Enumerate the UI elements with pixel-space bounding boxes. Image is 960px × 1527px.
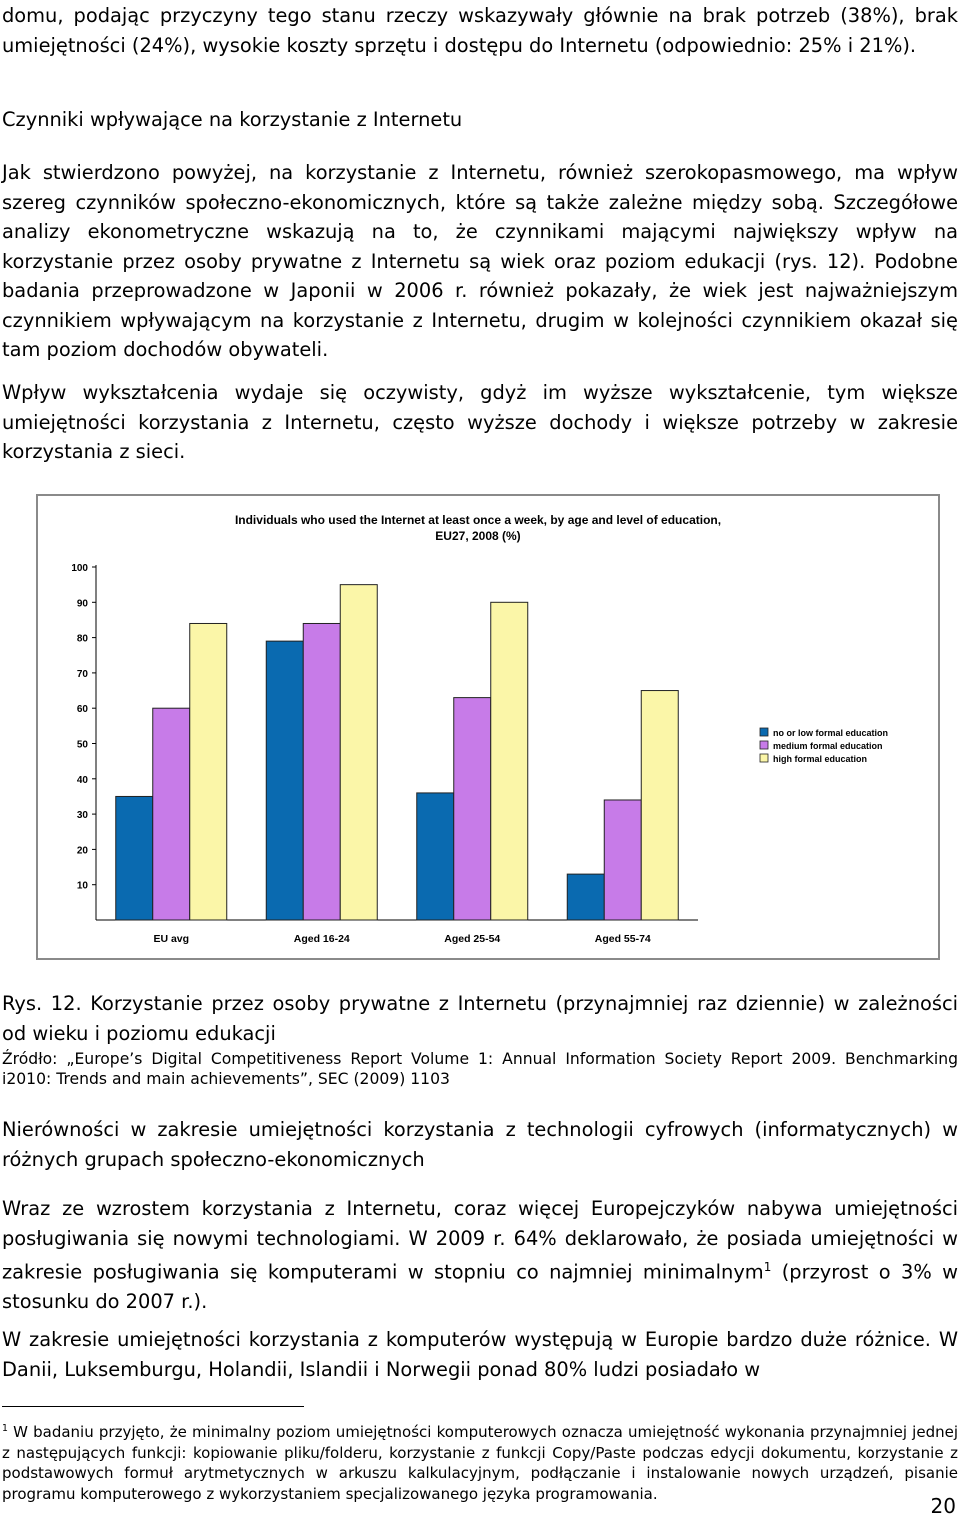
paragraph-differences: W zakresie umiejętności korzystania z komputerów występują w Europie bardzo duże różnice. W Danii, Luksemburgu, Holandii, Islandii i Norwegii ponad 80% ludzi posiadało w bbox=[2, 1328, 958, 1381]
y-tick-label: 100 bbox=[71, 563, 88, 574]
bar bbox=[417, 793, 454, 920]
chart-frame bbox=[36, 494, 940, 960]
bar bbox=[153, 708, 190, 920]
legend-label: high formal education bbox=[773, 754, 868, 764]
figure-label: Rys. 12. bbox=[2, 992, 82, 1015]
legend-swatch bbox=[760, 728, 768, 736]
figure-caption-text: Korzystanie przez osoby prywatne z Internetu (przynajmniej raz dziennie) w zależności od wieku i poziomu edukacji bbox=[2, 992, 958, 1045]
x-tick-label: Aged 55-74 bbox=[594, 933, 651, 945]
bar bbox=[303, 623, 340, 920]
legend-swatch bbox=[760, 741, 768, 749]
y-tick-label: 70 bbox=[76, 668, 88, 680]
paragraph-skills-text: Wraz ze wzrostem korzystania z Internetu, coraz więcej Europejczyków nabywa umiejętności posługiwania się nowymi technologiami. W 2009 r. 64% deklarowało, że posiada umiejętności w zakresie posługiwania się komputerami w stopniu co najmniej minimalnym bbox=[2, 1197, 958, 1284]
footnote-ref: 1 bbox=[763, 1260, 772, 1274]
x-tick-label: Aged 16-24 bbox=[293, 933, 350, 945]
y-tick-label: 90 bbox=[76, 598, 88, 610]
footnote bbox=[2, 1419, 958, 1504]
figure-source: Źródło: „Europe’s Digital Competitiveness Report Volume 1: Annual Information Society Report 2009. Benchmarking i2010: Trends and main achievements”, SEC (2009) 1103 bbox=[2, 1050, 958, 1088]
legend-label: medium formal education bbox=[773, 741, 883, 751]
footnote-separator bbox=[2, 1406, 304, 1407]
figure-caption bbox=[2, 989, 958, 1048]
y-tick-label: 60 bbox=[76, 704, 88, 716]
section-heading: Czynniki wpływające na korzystanie z Internetu bbox=[2, 108, 463, 131]
bar bbox=[567, 874, 604, 920]
y-tick-label: 30 bbox=[76, 810, 88, 822]
footnote-number: 1 bbox=[2, 1423, 8, 1434]
y-tick-label: 50 bbox=[76, 739, 88, 751]
section-heading-inequalities: Nierówności w zakresie umiejętności korzystania z technologii cyfrowych (informatycznych) w różnych grupach społeczno-ekonomicznych bbox=[2, 1118, 958, 1171]
paragraph-skills bbox=[2, 1194, 958, 1316]
y-tick-label: 20 bbox=[76, 845, 88, 857]
intro-paragraph: domu, podając przyczyny tego stanu rzeczy wskazywały głównie na brak potrzeb (38%), brak umiejętności (24%), wysokie koszty sprzętu i dostępu do Internetu (odpowiednio: 25% i 21%). bbox=[2, 4, 958, 57]
bar bbox=[340, 585, 377, 920]
bar bbox=[604, 800, 641, 920]
chart-subtitle: EU27, 2008 (%) bbox=[435, 529, 521, 543]
bar bbox=[190, 623, 227, 920]
y-tick-label: 10 bbox=[76, 880, 88, 892]
bar-chart bbox=[38, 496, 938, 958]
bar bbox=[116, 796, 153, 920]
bar bbox=[454, 698, 491, 920]
chart-title: Individuals who used the Internet at least once a week, by age and level of education, bbox=[234, 513, 722, 527]
legend-swatch bbox=[760, 754, 768, 762]
y-tick-label: 40 bbox=[76, 774, 88, 786]
bar bbox=[491, 602, 528, 920]
bar bbox=[641, 691, 678, 920]
x-tick-label: EU avg bbox=[153, 933, 190, 945]
legend-label: no or low formal education bbox=[773, 728, 889, 738]
x-tick-label: Aged 25-54 bbox=[444, 933, 501, 945]
y-tick-label: 80 bbox=[76, 633, 88, 645]
page-number: 20 bbox=[930, 1494, 956, 1518]
paragraph-factors: Jak stwierdzono powyżej, na korzystanie z Internetu, również szerokopasmowego, ma wpływ szereg czynników społeczno-ekonomicznych, które są także zależne między sobą. Szczegółowe analizy ekonometryczne wskazują na to, że czynnikami mającymi największy wpływ na korzystanie przez osoby prywatne z Internetu są wiek oraz poziom edukacji (rys. 12). Podobne badania przeprowadzone w Japonii w 2006 r. również pokazały, że wiek jest najważniejszym czynnikiem wpływającym na korzystanie z Internetu, drugim w kolejności czynnikiem okazał się tam poziom dochodów obywateli. bbox=[2, 161, 958, 361]
bar bbox=[266, 641, 303, 920]
paragraph-skills-text-after: (przyrost o 3% w stosunku do 2007 r.). bbox=[2, 1260, 958, 1313]
paragraph-education: Wpływ wykształcenia wydaje się oczywisty, gdyż im wyższe wykształcenie, tym większe umiejętności korzystania z Internetu, często wyższe dochody i większe potrzeby w zakresie korzystania z sieci. bbox=[2, 381, 958, 463]
footnote-text: W badaniu przyjęto, że minimalny poziom umiejętności komputerowych oznacza umiejętność wykonania przynajmniej jednej z następujących funkcji: kopiowanie pliku/folderu, korzystanie z funkcji Copy/Paste podczas edycji dokumentu, korzystanie z podstawowych formuł arytmetycznych w arkuszu kalkulacyjnym, podłączanie i instalowanie nowych urządzeń, pisanie programu komputerowego z wykorzystaniem specjalizowanego języka programowania. bbox=[2, 1423, 958, 1503]
